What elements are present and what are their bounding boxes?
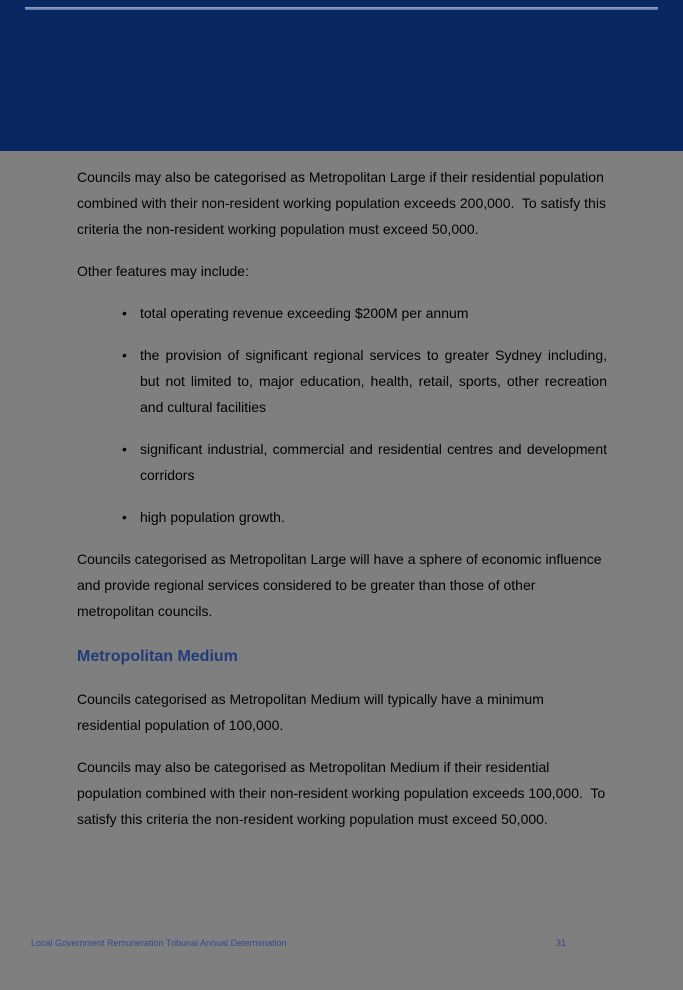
bullet-item [77, 342, 611, 420]
section-heading-metropolitan-medium: Metropolitan Medium [77, 648, 238, 665]
paragraph-other-features-lead: Other features may include: [77, 263, 249, 279]
bullet-dot-icon: • [122, 441, 127, 457]
header-rule [25, 7, 658, 10]
paragraph-metro-large-summary: Councils categorised as Metropolitan Large will have a sphere of economic influence and provide regional services considered to be greater than those of other metropolitan councils. [77, 551, 606, 619]
bullet-item [77, 436, 611, 488]
bullet-dot-icon: • [122, 347, 127, 363]
header-band [0, 0, 683, 151]
bullet-dot-icon: • [122, 305, 127, 321]
bullet-text-population-growth: high population growth. [140, 509, 285, 525]
bullet-item [77, 300, 607, 326]
footer-document-title: Local Government Remuneration Tribunal Annual Determination [31, 938, 287, 948]
paragraph-metro-medium-criteria: Councils may also be categorised as Metropolitan Medium if their residential population combined with their non-resident working population exceeds 100,000. To satisfy this criteria the non-resident working population must exceed 50,000. [77, 759, 610, 827]
bullet-text-revenue: total operating revenue exceeding $200M per annum [140, 305, 469, 321]
page-content [77, 151, 611, 848]
bullet-dot-icon: • [122, 509, 127, 525]
paragraph-metro-large-criteria: Councils may also be categorised as Metropolitan Large if their residential population combined with their non-resident working population exceeds 200,000. To satisfy this criteria the non-resident working population must exceed 50,000. [77, 169, 610, 237]
bullet-text-regional-services: the provision of significant regional services to greater Sydney including, but not limited to, major education, health, retail, sports, other recreation and cultural facilities [140, 347, 611, 415]
bullet-item [77, 504, 607, 530]
paragraph-metro-medium-typical: Councils categorised as Metropolitan Medium will typically have a minimum residential population of 100,000. [77, 691, 548, 733]
footer-page-number: 31 [556, 938, 567, 948]
bullet-text-centres-corridors: significant industrial, commercial and residential centres and development corridors [140, 441, 611, 483]
